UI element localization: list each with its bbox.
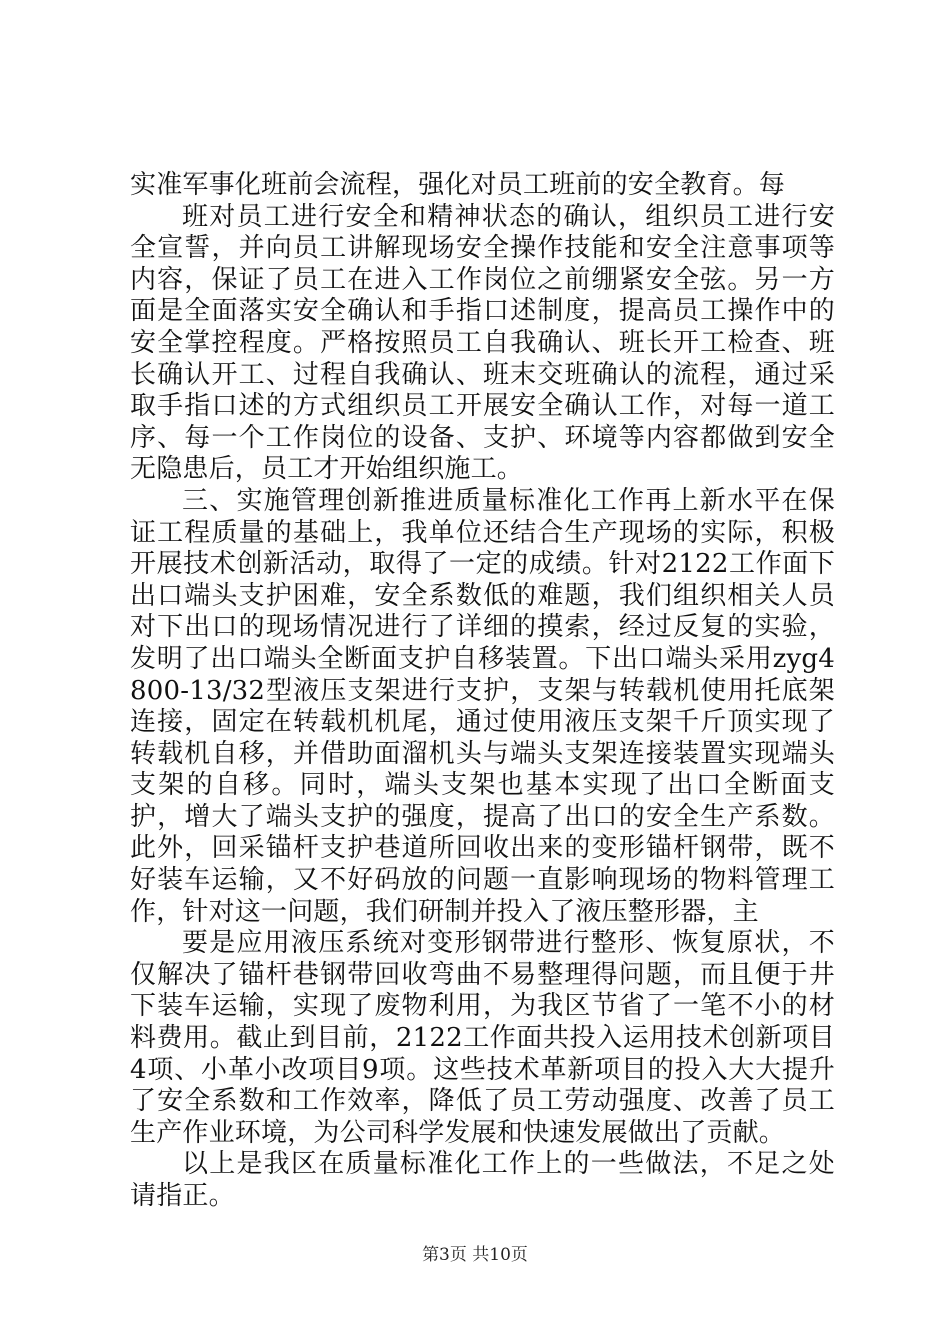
document-body	[130, 170, 835, 1213]
page-number-footer: 第3页 共10页	[422, 1245, 528, 1265]
paragraph: 三、实施管理创新推进质量标准化工作再上新水平在保证工程质量的基础上，我单位还结合生产现场的实际，积极开展技术创新活动，取得了一定的成绩。针对2122工作面下出口端头支护困难，安全系数低的难题，我们组织相关人员对下出口的现场情况进行了详细的摸索，经过反复的实验，发明了出口端头全断面支护自移装置。下出口端头采用zyg4800-13/32型液压支架进行支护，支架与转载机使用托底架连接，固定在转载机机尾，通过使用液压支架千斤顶实现了转载机自移，并借助面溜机头与端头支架连接装置实现端头支架的自移。同时，端头支架也基本实现了出口全断面支护，增大了端头支护的强度，提高了出口的安全生产系数。此外，回采锚杆支护巷道所回收出来的变形锚杆钢带，既不好装车运输，又不好码放的问题一直影响现场的物料管理工作，针对这一问题，我们研制并投入了液压整形器，主	[130, 485, 835, 927]
paragraph: 实准军事化班前会流程，强化对员工班前的安全教育。每	[130, 170, 786, 200]
paragraph: 以上是我区在质量标准化工作上的一些做法，不足之处请指正。	[130, 1149, 835, 1211]
paragraph: 要是应用液压系统对变形钢带进行整形、恢复原状，不仅解决了锚杆巷钢带回收弯曲不易整理得问题，而且便于井下装车运输，实现了废物利用，为我区节省了一笔不小的材料费用。截止到目前，2122工作面共投入运用技术创新项目4项、小革小改项目9项。这些技术革新项目的投入大大提升了安全系数和工作效率，降低了员工劳动强度、改善了员工生产作业环境，为公司科学发展和快速发展做出了贡献。	[130, 928, 835, 1148]
paragraph: 班对员工进行安全和精神状态的确认，组织员工进行安全宣誓，并向员工讲解现场安全操作技能和安全注意事项等内容，保证了员工在进入工作岗位之前绷紧安全弦。另一方面是全面落实安全确认和手指口述制度，提高员工操作中的安全掌控程度。严格按照员工自我确认、班长开工检查、班长确认开工、过程自我确认、班末交班确认的流程，通过采取手指口述的方式组织员工开展安全确认工作，对每一道工序、每一个工作岗位的设备、支护、环境等内容都做到安全无隐患后，员工才开始组织施工。	[130, 201, 835, 485]
